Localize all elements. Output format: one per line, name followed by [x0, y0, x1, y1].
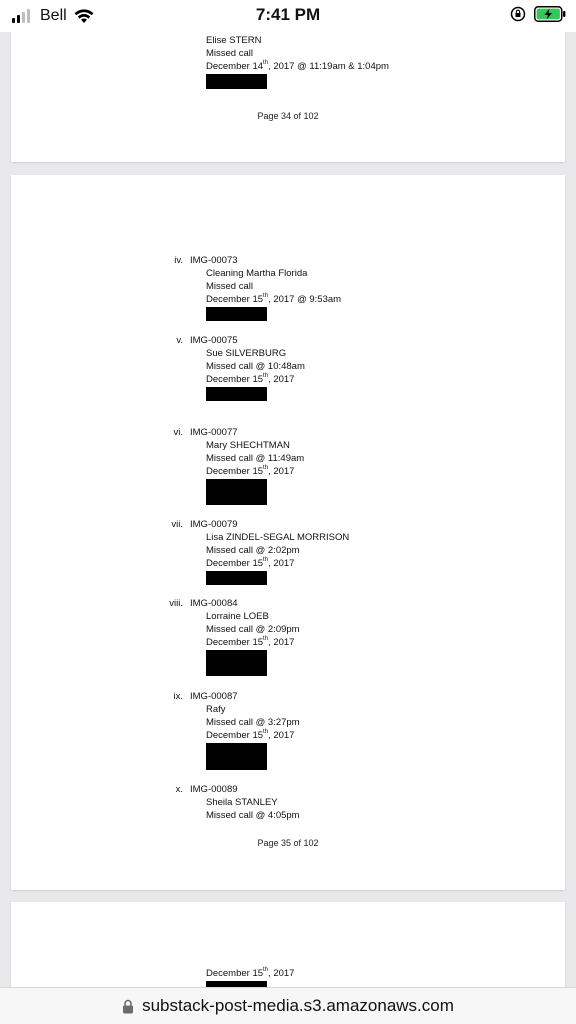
redaction-box — [206, 743, 267, 770]
entry-id: IMG-00087 — [190, 691, 238, 702]
entry-date: December 15th, 2017 @ 9:53am — [206, 292, 342, 305]
entry-numeral: v. — [176, 335, 183, 346]
entry-date: December 14th, 2017 @ 11:19am & 1:04pm — [206, 59, 389, 72]
entry-numeral: ix. — [173, 691, 183, 702]
orientation-lock-icon — [510, 6, 526, 22]
entry-id: IMG-00089 — [190, 784, 238, 795]
entry-id: IMG-00077 — [190, 427, 238, 438]
clock: 7:41 PM — [255, 5, 321, 24]
entry-name: Rafy — [206, 704, 226, 715]
status-bar — [0, 0, 576, 32]
entry-numeral: vii. — [171, 519, 183, 530]
carrier-name: Bell — [40, 7, 67, 24]
entry-status: Missed call @ 2:09pm — [206, 624, 300, 635]
entry-name: Sheila STANLEY — [206, 797, 278, 808]
entry-status: Missed call @ 2:02pm — [206, 545, 300, 556]
url-text[interactable]: substack-post-media.s3.amazonaws.com — [142, 996, 454, 1015]
address-bar[interactable] — [0, 987, 576, 1024]
entry-date: December 15th, 2017 — [206, 464, 295, 477]
page-number: Page 34 of 102 — [257, 111, 319, 121]
entry-status: Missed call @ 4:05pm — [206, 810, 300, 821]
entry-status: Missed call — [206, 48, 253, 59]
entry-name: Mary SHECHTMAN — [206, 440, 290, 451]
battery-charging-icon — [534, 6, 566, 22]
entry-id: IMG-00084 — [190, 598, 238, 609]
entry-date: December 15th, 2017 — [206, 372, 295, 385]
page-number: Page 35 of 102 — [257, 838, 319, 848]
entry-numeral: iv. — [174, 255, 183, 266]
entry-numeral: viii. — [169, 598, 183, 609]
entry-status: Missed call — [206, 281, 253, 292]
redaction-box — [206, 571, 267, 585]
entry-id: IMG-00073 — [190, 255, 238, 266]
entry-name: Elise STERN — [206, 35, 262, 46]
entry-name: Sue SILVERBURG — [206, 348, 287, 359]
entry-date: December 15th, 2017 — [206, 728, 295, 741]
entry-date: December 15th, 2017 — [206, 556, 295, 569]
entry-status: Missed call @ 3:27pm — [206, 717, 300, 728]
redaction-box — [206, 650, 267, 676]
entry-numeral: x. — [175, 784, 183, 795]
redaction-box — [206, 479, 267, 505]
redaction-box — [206, 387, 267, 401]
entry-name: Lisa ZINDEL-SEGAL MORRISON — [206, 532, 350, 543]
entry-date: December 15th, 2017 — [206, 635, 295, 648]
redaction-box — [206, 307, 267, 321]
entry-status: Missed call @ 10:48am — [206, 361, 305, 372]
entry-date: December 15th, 2017 — [206, 966, 295, 979]
entry-status: Missed call @ 11:49am — [206, 453, 305, 464]
entry-name: Cleaning Martha Florida — [206, 268, 308, 279]
entry-id: IMG-00079 — [190, 519, 238, 530]
pdf-page-35 — [11, 175, 565, 890]
redaction-box — [206, 74, 267, 89]
lock-icon — [122, 999, 134, 1014]
pdf-page-34 — [11, 28, 565, 162]
entry-id: IMG-00075 — [190, 335, 238, 346]
entry-name: Lorraine LOEB — [206, 611, 269, 622]
entry-numeral: vi. — [173, 427, 183, 438]
